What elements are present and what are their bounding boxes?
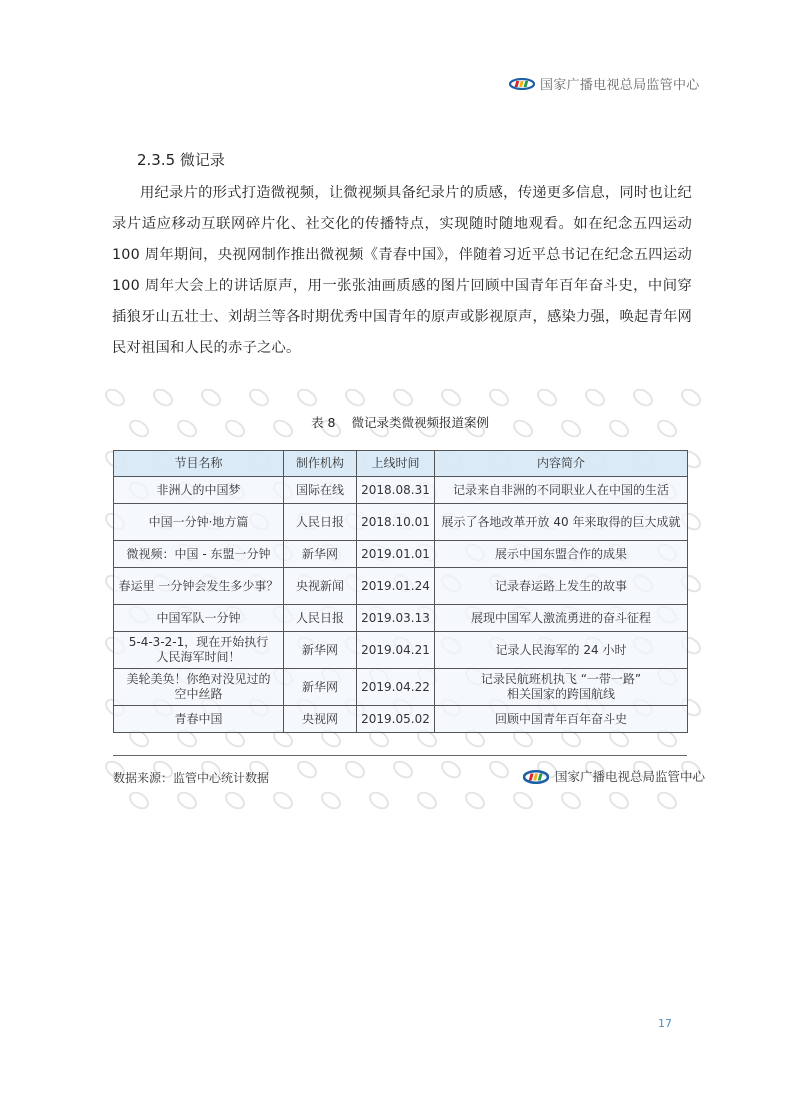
cell-org: 人民日报 — [284, 504, 357, 541]
watermark-logo-icon — [318, 788, 345, 813]
data-source: 数据来源：监管中心统计数据 — [113, 771, 270, 785]
divider — [113, 755, 687, 756]
agency-logo-icon — [523, 770, 549, 782]
table-row — [114, 669, 688, 706]
watermark-logo-icon — [582, 385, 609, 410]
cell-name-line: 空中丝路 — [174, 687, 223, 701]
watermark-logo-icon — [270, 788, 297, 813]
cell-date: 2019.04.22 — [357, 669, 435, 706]
cell-name: 春运里 一分钟会发生多少事？ — [114, 568, 284, 605]
watermark-logo-icon — [342, 757, 369, 782]
watermark-logo-icon — [246, 385, 273, 410]
cell-name: 中国一分钟·地方篇 — [114, 504, 284, 541]
cell-org: 央视新闻 — [284, 568, 357, 605]
cell-org: 人民日报 — [284, 605, 357, 632]
cases-table — [113, 450, 688, 733]
watermark-logo-icon — [222, 788, 249, 813]
watermark-logo-icon — [486, 385, 513, 410]
watermark-logo-icon — [126, 788, 153, 813]
cell-desc: 记录来自非洲的不同职业人在中国的生活 — [435, 477, 688, 504]
cell-date: 2019.01.24 — [357, 568, 435, 605]
footer-org — [523, 767, 705, 785]
column-header: 节目名称 — [114, 451, 284, 477]
cell-desc-line: 记录民航班机执飞 “一带一路” — [480, 672, 642, 686]
cell-date: 2018.10.01 — [357, 504, 435, 541]
table-row — [114, 504, 688, 541]
cell-date: 2019.05.02 — [357, 706, 435, 733]
cell-date: 2019.01.01 — [357, 541, 435, 568]
watermark-logo-icon — [198, 385, 225, 410]
cell-name — [114, 632, 284, 669]
watermark-logo-icon — [630, 385, 657, 410]
cell-desc: 记录人民海军的 24 小时 — [435, 632, 688, 669]
page-header — [509, 74, 700, 93]
cell-name-line: 美轮美奂！你绝对没见过的 — [126, 672, 271, 686]
agency-logo-icon — [509, 78, 535, 90]
cell-desc-line: 相关国家的跨国航线 — [506, 687, 615, 701]
table-caption-number: 表 8 — [311, 415, 336, 430]
watermark-logo-icon — [366, 788, 393, 813]
table-row — [114, 706, 688, 733]
watermark-logo-icon — [414, 788, 441, 813]
table-row — [114, 632, 688, 669]
cell-name: 青春中国 — [114, 706, 284, 733]
table-header-row — [114, 451, 688, 477]
watermark-logo-icon — [342, 385, 369, 410]
cell-desc: 展示中国东盟合作的成果 — [435, 541, 688, 568]
column-header: 制作机构 — [284, 451, 357, 477]
cell-name: 中国军队一分钟 — [114, 605, 284, 632]
cell-desc: 展示了各地改革开放 40 年来取得的巨大成就 — [435, 504, 688, 541]
cell-name-line: 人民海军时间！ — [156, 650, 241, 664]
watermark-logo-icon — [558, 788, 585, 813]
watermark-logo-icon — [294, 385, 321, 410]
watermark-logo-icon — [534, 385, 561, 410]
cell-org: 新华网 — [284, 669, 357, 706]
column-header: 内容简介 — [435, 451, 688, 477]
table-caption — [0, 413, 800, 431]
cell-org: 央视网 — [284, 706, 357, 733]
watermark-logo-icon — [390, 757, 417, 782]
cell-org: 新华网 — [284, 632, 357, 669]
footer-org-name: 国家广播电视总局监管中心 — [555, 769, 706, 784]
watermark-logo-icon — [438, 757, 465, 782]
section-title: 2.3.5 微记录 — [137, 151, 225, 169]
cell-date: 2019.03.13 — [357, 605, 435, 632]
table-caption-title: 微记录类微视频报道案例 — [351, 415, 489, 430]
watermark-logo-icon — [390, 385, 417, 410]
watermark-logo-icon — [654, 788, 681, 813]
cell-desc: 展现中国军人激流勇进的奋斗征程 — [435, 605, 688, 632]
cell-org: 新华网 — [284, 541, 357, 568]
watermark-logo-icon — [462, 788, 489, 813]
table-row — [114, 605, 688, 632]
watermark-logo-icon — [150, 385, 177, 410]
cell-date: 2019.04.21 — [357, 632, 435, 669]
watermark-logo-icon — [606, 788, 633, 813]
header-org-name: 国家广播电视总局监管中心 — [540, 78, 700, 93]
cell-name — [114, 669, 284, 706]
cell-org: 国际在线 — [284, 477, 357, 504]
watermark-logo-icon — [678, 385, 705, 410]
watermark-logo-icon — [486, 757, 513, 782]
page-number: 17 — [658, 1017, 672, 1030]
cell-name-line: 5-4-3-2-1，现在开始执行 — [128, 635, 269, 649]
cell-desc: 记录春运路上发生的故事 — [435, 568, 688, 605]
watermark-logo-icon — [294, 757, 321, 782]
table-row — [114, 568, 688, 605]
watermark-logo-icon — [510, 788, 537, 813]
cell-name: 非洲人的中国梦 — [114, 477, 284, 504]
watermark-logo-icon — [102, 385, 129, 410]
cell-date: 2018.08.31 — [357, 477, 435, 504]
cell-name: 微视频：中国 - 东盟一分钟 — [114, 541, 284, 568]
table-row — [114, 541, 688, 568]
cell-desc — [435, 669, 688, 706]
table-row — [114, 477, 688, 504]
watermark-logo-icon — [174, 788, 201, 813]
section-paragraph: 用纪录片的形式打造微视频，让微视频具备纪录片的质感，传递更多信息，同时也让纪录片适应移动互联网碎片化、社交化的传播特点，实现随时随地观看。如在纪念五四运动 100 周年期间，央视网制作推出微视频《青春中国》，伴随着习近平总书记在纪念五四运动 100 周年大会上的讲话原声，用一张张油画质感的图片回顾中国青年百年奋斗史，中间穿插狼牙山五壮士、刘胡兰等各时期优秀中国青年的原声或影视原声，感染力强，唤起青年网民对祖国和人民的赤子之心。 — [112, 185, 692, 356]
column-header: 上线时间 — [357, 451, 435, 477]
watermark-logo-icon — [438, 385, 465, 410]
cell-desc: 回顾中国青年百年奋斗史 — [435, 706, 688, 733]
